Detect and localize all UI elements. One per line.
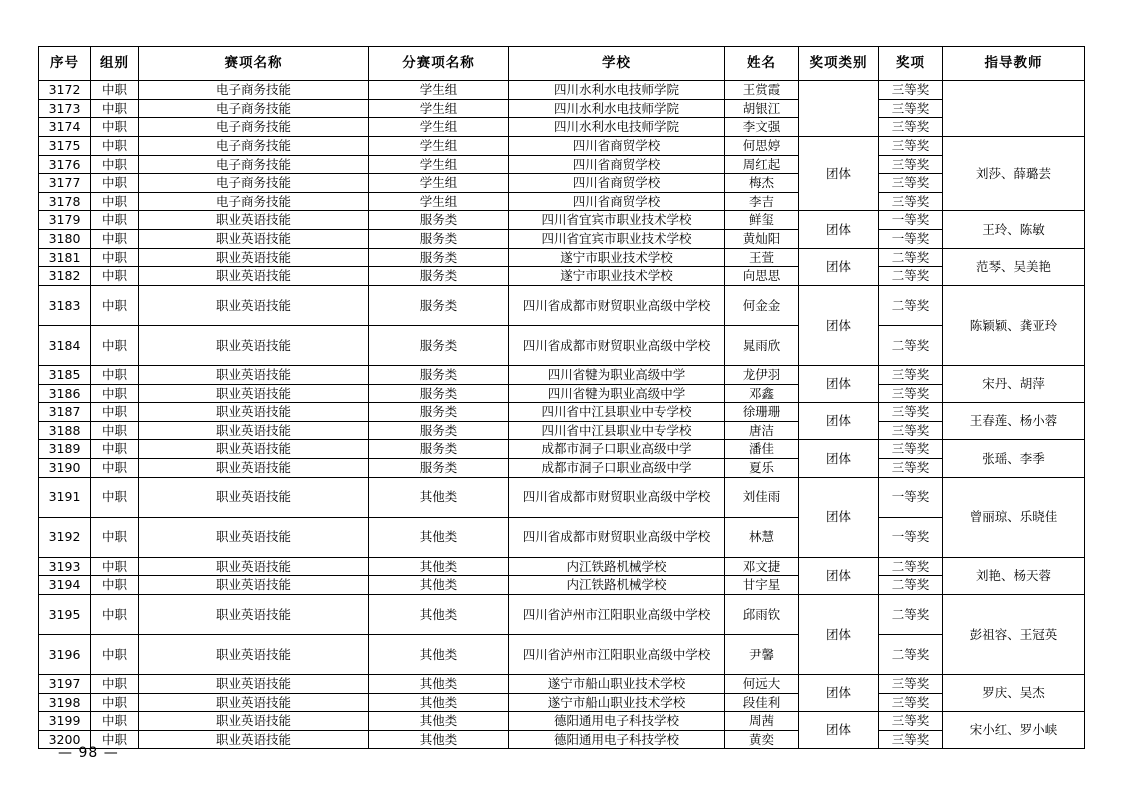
table-row bbox=[39, 267, 1085, 286]
cell-subevent: 服务类 bbox=[369, 384, 509, 403]
column-header-event: 赛项名称 bbox=[139, 47, 369, 81]
cell-event: 电子商务技能 bbox=[139, 136, 369, 155]
table-row bbox=[39, 211, 1085, 230]
cell-event: 职业英语技能 bbox=[139, 576, 369, 595]
cell-school: 四川省中江县职业中专学校 bbox=[509, 421, 725, 440]
cell-group: 中职 bbox=[91, 155, 139, 174]
table-row bbox=[39, 136, 1085, 155]
cell-teacher: 宋小红、罗小峡 bbox=[943, 712, 1085, 749]
cell-group: 中职 bbox=[91, 421, 139, 440]
cell-teacher: 彭祖容、王冠英 bbox=[943, 594, 1085, 674]
table-header-row bbox=[39, 47, 1085, 81]
cell-award-category: 团体 bbox=[799, 285, 879, 365]
cell-person: 梅杰 bbox=[725, 174, 799, 193]
table-row bbox=[39, 118, 1085, 137]
cell-seq: 3176 bbox=[39, 155, 91, 174]
cell-event: 职业英语技能 bbox=[139, 325, 369, 365]
table-row bbox=[39, 459, 1085, 478]
cell-group: 中职 bbox=[91, 440, 139, 459]
cell-group: 中职 bbox=[91, 517, 139, 557]
cell-person: 鲜玺 bbox=[725, 211, 799, 230]
cell-event: 职业英语技能 bbox=[139, 230, 369, 249]
cell-award: 二等奖 bbox=[879, 576, 943, 595]
cell-seq: 3180 bbox=[39, 230, 91, 249]
cell-award-category: 团体 bbox=[799, 712, 879, 749]
table-row bbox=[39, 730, 1085, 749]
cell-award: 三等奖 bbox=[879, 99, 943, 118]
cell-seq: 3188 bbox=[39, 421, 91, 440]
cell-group: 中职 bbox=[91, 674, 139, 693]
cell-group: 中职 bbox=[91, 211, 139, 230]
cell-person: 何金金 bbox=[725, 285, 799, 325]
column-header-award-category: 奖项类别 bbox=[799, 47, 879, 81]
cell-person: 邓文捷 bbox=[725, 557, 799, 576]
cell-school: 四川水利水电技师学院 bbox=[509, 81, 725, 100]
table-row bbox=[39, 634, 1085, 674]
cell-event: 职业英语技能 bbox=[139, 634, 369, 674]
cell-subevent: 其他类 bbox=[369, 634, 509, 674]
cell-award-category: 团体 bbox=[799, 477, 879, 557]
cell-seq: 3179 bbox=[39, 211, 91, 230]
cell-subevent: 其他类 bbox=[369, 517, 509, 557]
cell-award-category: 团体 bbox=[799, 365, 879, 402]
cell-award: 三等奖 bbox=[879, 403, 943, 422]
cell-person: 何思婷 bbox=[725, 136, 799, 155]
cell-subevent: 服务类 bbox=[369, 365, 509, 384]
cell-person: 李吉 bbox=[725, 192, 799, 211]
cell-seq: 3184 bbox=[39, 325, 91, 365]
cell-group: 中职 bbox=[91, 248, 139, 267]
cell-subevent: 服务类 bbox=[369, 285, 509, 325]
cell-school: 遂宁市船山职业技术学校 bbox=[509, 674, 725, 693]
column-header-group: 组别 bbox=[91, 47, 139, 81]
cell-award: 三等奖 bbox=[879, 440, 943, 459]
cell-subevent: 服务类 bbox=[369, 230, 509, 249]
cell-school: 德阳通用电子科技学校 bbox=[509, 730, 725, 749]
table-row bbox=[39, 557, 1085, 576]
cell-seq: 3194 bbox=[39, 576, 91, 595]
cell-subevent: 服务类 bbox=[369, 459, 509, 478]
cell-seq: 3182 bbox=[39, 267, 91, 286]
cell-seq: 3177 bbox=[39, 174, 91, 193]
cell-award: 三等奖 bbox=[879, 192, 943, 211]
cell-school: 四川省商贸学校 bbox=[509, 192, 725, 211]
cell-seq: 3175 bbox=[39, 136, 91, 155]
cell-school: 遂宁市职业技术学校 bbox=[509, 267, 725, 286]
cell-subevent: 其他类 bbox=[369, 576, 509, 595]
table-body bbox=[39, 81, 1085, 749]
cell-school: 四川省成都市财贸职业高级中学校 bbox=[509, 325, 725, 365]
cell-subevent: 学生组 bbox=[369, 174, 509, 193]
cell-school: 遂宁市船山职业技术学校 bbox=[509, 693, 725, 712]
cell-group: 中职 bbox=[91, 285, 139, 325]
cell-school: 内江铁路机械学校 bbox=[509, 576, 725, 595]
cell-seq: 3198 bbox=[39, 693, 91, 712]
cell-teacher: 张瑶、李季 bbox=[943, 440, 1085, 477]
cell-group: 中职 bbox=[91, 325, 139, 365]
cell-event: 职业英语技能 bbox=[139, 712, 369, 731]
cell-award: 三等奖 bbox=[879, 155, 943, 174]
cell-event: 职业英语技能 bbox=[139, 517, 369, 557]
cell-award: 二等奖 bbox=[879, 594, 943, 634]
cell-seq: 3196 bbox=[39, 634, 91, 674]
table-row bbox=[39, 99, 1085, 118]
cell-seq: 3197 bbox=[39, 674, 91, 693]
table-row bbox=[39, 384, 1085, 403]
cell-award: 三等奖 bbox=[879, 730, 943, 749]
cell-award-category: 团体 bbox=[799, 557, 879, 594]
cell-teacher: 曾丽琼、乐晓佳 bbox=[943, 477, 1085, 557]
cell-subevent: 学生组 bbox=[369, 136, 509, 155]
cell-group: 中职 bbox=[91, 136, 139, 155]
cell-group: 中职 bbox=[91, 365, 139, 384]
cell-subevent: 学生组 bbox=[369, 99, 509, 118]
table-row bbox=[39, 325, 1085, 365]
cell-award: 三等奖 bbox=[879, 674, 943, 693]
cell-seq: 3181 bbox=[39, 248, 91, 267]
cell-person: 刘佳雨 bbox=[725, 477, 799, 517]
table-row bbox=[39, 440, 1085, 459]
cell-seq: 3187 bbox=[39, 403, 91, 422]
cell-school: 四川省商贸学校 bbox=[509, 174, 725, 193]
cell-school: 四川省中江县职业中专学校 bbox=[509, 403, 725, 422]
cell-subevent: 其他类 bbox=[369, 674, 509, 693]
cell-group: 中职 bbox=[91, 634, 139, 674]
cell-group: 中职 bbox=[91, 192, 139, 211]
table-row bbox=[39, 594, 1085, 634]
table-row bbox=[39, 230, 1085, 249]
cell-school: 遂宁市职业技术学校 bbox=[509, 248, 725, 267]
cell-person: 林慧 bbox=[725, 517, 799, 557]
cell-teacher: 宋丹、胡萍 bbox=[943, 365, 1085, 402]
cell-subevent: 其他类 bbox=[369, 557, 509, 576]
cell-school: 四川省宜宾市职业技术学校 bbox=[509, 211, 725, 230]
cell-school: 四川省成都市财贸职业高级中学校 bbox=[509, 477, 725, 517]
cell-group: 中职 bbox=[91, 693, 139, 712]
table-row bbox=[39, 248, 1085, 267]
cell-subevent: 学生组 bbox=[369, 118, 509, 137]
cell-award: 二等奖 bbox=[879, 267, 943, 286]
cell-school: 内江铁路机械学校 bbox=[509, 557, 725, 576]
cell-award: 一等奖 bbox=[879, 477, 943, 517]
cell-event: 电子商务技能 bbox=[139, 174, 369, 193]
cell-person: 唐洁 bbox=[725, 421, 799, 440]
cell-event: 职业英语技能 bbox=[139, 285, 369, 325]
cell-school: 成都市洞子口职业高级中学 bbox=[509, 440, 725, 459]
cell-award: 三等奖 bbox=[879, 136, 943, 155]
cell-school: 四川省成都市财贸职业高级中学校 bbox=[509, 285, 725, 325]
cell-event: 职业英语技能 bbox=[139, 693, 369, 712]
cell-person: 周茜 bbox=[725, 712, 799, 731]
cell-award-category: 团体 bbox=[799, 440, 879, 477]
cell-event: 职业英语技能 bbox=[139, 384, 369, 403]
cell-event: 电子商务技能 bbox=[139, 155, 369, 174]
cell-seq: 3199 bbox=[39, 712, 91, 731]
cell-subevent: 学生组 bbox=[369, 81, 509, 100]
cell-award: 二等奖 bbox=[879, 285, 943, 325]
cell-award: 二等奖 bbox=[879, 557, 943, 576]
cell-school: 四川省商贸学校 bbox=[509, 155, 725, 174]
cell-school: 四川省泸州市江阳职业高级中学校 bbox=[509, 594, 725, 634]
cell-event: 职业英语技能 bbox=[139, 248, 369, 267]
cell-person: 尹馨 bbox=[725, 634, 799, 674]
cell-person: 晁雨欣 bbox=[725, 325, 799, 365]
cell-seq: 3193 bbox=[39, 557, 91, 576]
cell-event: 职业英语技能 bbox=[139, 477, 369, 517]
cell-seq: 3178 bbox=[39, 192, 91, 211]
cell-award: 三等奖 bbox=[879, 459, 943, 478]
cell-award: 二等奖 bbox=[879, 634, 943, 674]
table-row bbox=[39, 285, 1085, 325]
table-row bbox=[39, 155, 1085, 174]
cell-award: 三等奖 bbox=[879, 81, 943, 100]
cell-subevent: 服务类 bbox=[369, 421, 509, 440]
cell-event: 职业英语技能 bbox=[139, 403, 369, 422]
cell-event: 职业英语技能 bbox=[139, 267, 369, 286]
cell-subevent: 其他类 bbox=[369, 594, 509, 634]
cell-person: 甘宇星 bbox=[725, 576, 799, 595]
column-header-subevent: 分赛项名称 bbox=[369, 47, 509, 81]
cell-award-category: 团体 bbox=[799, 594, 879, 674]
table-row bbox=[39, 192, 1085, 211]
cell-group: 中职 bbox=[91, 384, 139, 403]
cell-award-category: 团体 bbox=[799, 248, 879, 285]
cell-event: 职业英语技能 bbox=[139, 674, 369, 693]
cell-school: 四川水利水电技师学院 bbox=[509, 99, 725, 118]
cell-teacher: 陈颖颖、龚亚玲 bbox=[943, 285, 1085, 365]
cell-seq: 3192 bbox=[39, 517, 91, 557]
table-row bbox=[39, 403, 1085, 422]
column-header-teacher: 指导教师 bbox=[943, 47, 1085, 81]
column-header-seq: 序号 bbox=[39, 47, 91, 81]
cell-subevent: 服务类 bbox=[369, 440, 509, 459]
cell-seq: 3185 bbox=[39, 365, 91, 384]
cell-seq: 3186 bbox=[39, 384, 91, 403]
cell-group: 中职 bbox=[91, 174, 139, 193]
cell-person: 李文强 bbox=[725, 118, 799, 137]
cell-subevent: 学生组 bbox=[369, 155, 509, 174]
cell-subevent: 服务类 bbox=[369, 403, 509, 422]
table-row bbox=[39, 421, 1085, 440]
cell-award: 一等奖 bbox=[879, 517, 943, 557]
cell-event: 电子商务技能 bbox=[139, 99, 369, 118]
cell-group: 中职 bbox=[91, 459, 139, 478]
cell-teacher: 范琴、吴美艳 bbox=[943, 248, 1085, 285]
table-row bbox=[39, 674, 1085, 693]
cell-event: 职业英语技能 bbox=[139, 459, 369, 478]
cell-teacher: 罗庆、吴杰 bbox=[943, 674, 1085, 711]
cell-person: 段佳利 bbox=[725, 693, 799, 712]
cell-subevent: 其他类 bbox=[369, 693, 509, 712]
cell-award: 三等奖 bbox=[879, 174, 943, 193]
cell-teacher: 刘艳、杨天蓉 bbox=[943, 557, 1085, 594]
cell-person: 胡银江 bbox=[725, 99, 799, 118]
cell-person: 向思思 bbox=[725, 267, 799, 286]
cell-person: 徐珊珊 bbox=[725, 403, 799, 422]
cell-award-category: 团体 bbox=[799, 674, 879, 711]
cell-award-category bbox=[799, 81, 879, 137]
cell-subevent: 服务类 bbox=[369, 267, 509, 286]
cell-award: 三等奖 bbox=[879, 118, 943, 137]
cell-event: 职业英语技能 bbox=[139, 440, 369, 459]
cell-subevent: 学生组 bbox=[369, 192, 509, 211]
cell-teacher bbox=[943, 81, 1085, 137]
cell-seq: 3172 bbox=[39, 81, 91, 100]
cell-person: 邓鑫 bbox=[725, 384, 799, 403]
cell-event: 职业英语技能 bbox=[139, 211, 369, 230]
cell-event: 电子商务技能 bbox=[139, 118, 369, 137]
cell-group: 中职 bbox=[91, 712, 139, 731]
cell-subevent: 其他类 bbox=[369, 712, 509, 731]
cell-subevent: 服务类 bbox=[369, 211, 509, 230]
cell-subevent: 服务类 bbox=[369, 325, 509, 365]
cell-teacher: 刘莎、薛璐芸 bbox=[943, 136, 1085, 211]
cell-school: 四川省商贸学校 bbox=[509, 136, 725, 155]
cell-subevent: 服务类 bbox=[369, 248, 509, 267]
cell-seq: 3189 bbox=[39, 440, 91, 459]
cell-award: 一等奖 bbox=[879, 230, 943, 249]
cell-person: 何远大 bbox=[725, 674, 799, 693]
cell-seq: 3190 bbox=[39, 459, 91, 478]
cell-award-category: 团体 bbox=[799, 403, 879, 440]
column-header-award: 奖项 bbox=[879, 47, 943, 81]
cell-school: 四川省宜宾市职业技术学校 bbox=[509, 230, 725, 249]
cell-person: 潘佳 bbox=[725, 440, 799, 459]
cell-school: 四川省成都市财贸职业高级中学校 bbox=[509, 517, 725, 557]
cell-seq: 3195 bbox=[39, 594, 91, 634]
table-row bbox=[39, 712, 1085, 731]
page-number: — 98 — bbox=[58, 745, 119, 761]
table-row bbox=[39, 517, 1085, 557]
cell-group: 中职 bbox=[91, 730, 139, 749]
cell-group: 中职 bbox=[91, 99, 139, 118]
cell-group: 中职 bbox=[91, 81, 139, 100]
cell-group: 中职 bbox=[91, 576, 139, 595]
cell-award: 二等奖 bbox=[879, 248, 943, 267]
cell-event: 职业英语技能 bbox=[139, 594, 369, 634]
column-header-school: 学校 bbox=[509, 47, 725, 81]
cell-award: 一等奖 bbox=[879, 211, 943, 230]
cell-seq: 3174 bbox=[39, 118, 91, 137]
cell-event: 职业英语技能 bbox=[139, 557, 369, 576]
cell-award: 三等奖 bbox=[879, 712, 943, 731]
cell-school: 四川省泸州市江阳职业高级中学校 bbox=[509, 634, 725, 674]
cell-person: 夏乐 bbox=[725, 459, 799, 478]
cell-person: 王萱 bbox=[725, 248, 799, 267]
cell-seq: 3191 bbox=[39, 477, 91, 517]
table-row bbox=[39, 81, 1085, 100]
cell-group: 中职 bbox=[91, 267, 139, 286]
cell-subevent: 其他类 bbox=[369, 477, 509, 517]
cell-person: 王赏霞 bbox=[725, 81, 799, 100]
cell-event: 电子商务技能 bbox=[139, 81, 369, 100]
table-row bbox=[39, 174, 1085, 193]
cell-group: 中职 bbox=[91, 230, 139, 249]
cell-award: 三等奖 bbox=[879, 693, 943, 712]
cell-person: 周红起 bbox=[725, 155, 799, 174]
cell-event: 电子商务技能 bbox=[139, 192, 369, 211]
cell-person: 黄奕 bbox=[725, 730, 799, 749]
cell-seq: 3200 bbox=[39, 730, 91, 749]
cell-school: 四川省犍为职业高级中学 bbox=[509, 384, 725, 403]
cell-group: 中职 bbox=[91, 477, 139, 517]
cell-award: 三等奖 bbox=[879, 365, 943, 384]
table-row bbox=[39, 693, 1085, 712]
cell-seq: 3173 bbox=[39, 99, 91, 118]
cell-event: 职业英语技能 bbox=[139, 421, 369, 440]
cell-award: 三等奖 bbox=[879, 384, 943, 403]
cell-group: 中职 bbox=[91, 403, 139, 422]
table-row bbox=[39, 365, 1085, 384]
cell-group: 中职 bbox=[91, 118, 139, 137]
cell-school: 四川省犍为职业高级中学 bbox=[509, 365, 725, 384]
cell-teacher: 王玲、陈敏 bbox=[943, 211, 1085, 248]
cell-school: 成都市洞子口职业高级中学 bbox=[509, 459, 725, 478]
cell-teacher: 王春莲、杨小蓉 bbox=[943, 403, 1085, 440]
award-results-table bbox=[38, 46, 1085, 749]
cell-event: 职业英语技能 bbox=[139, 365, 369, 384]
cell-person: 黄灿阳 bbox=[725, 230, 799, 249]
cell-person: 邱雨钦 bbox=[725, 594, 799, 634]
cell-school: 德阳通用电子科技学校 bbox=[509, 712, 725, 731]
cell-seq: 3183 bbox=[39, 285, 91, 325]
cell-award: 二等奖 bbox=[879, 325, 943, 365]
cell-group: 中职 bbox=[91, 557, 139, 576]
cell-group: 中职 bbox=[91, 594, 139, 634]
cell-subevent: 其他类 bbox=[369, 730, 509, 749]
cell-person: 龙伊羽 bbox=[725, 365, 799, 384]
cell-award: 三等奖 bbox=[879, 421, 943, 440]
table-row bbox=[39, 477, 1085, 517]
cell-award-category: 团体 bbox=[799, 211, 879, 248]
column-header-person: 姓名 bbox=[725, 47, 799, 81]
table-row bbox=[39, 576, 1085, 595]
cell-award-category: 团体 bbox=[799, 136, 879, 211]
cell-school: 四川水利水电技师学院 bbox=[509, 118, 725, 137]
cell-event: 职业英语技能 bbox=[139, 730, 369, 749]
